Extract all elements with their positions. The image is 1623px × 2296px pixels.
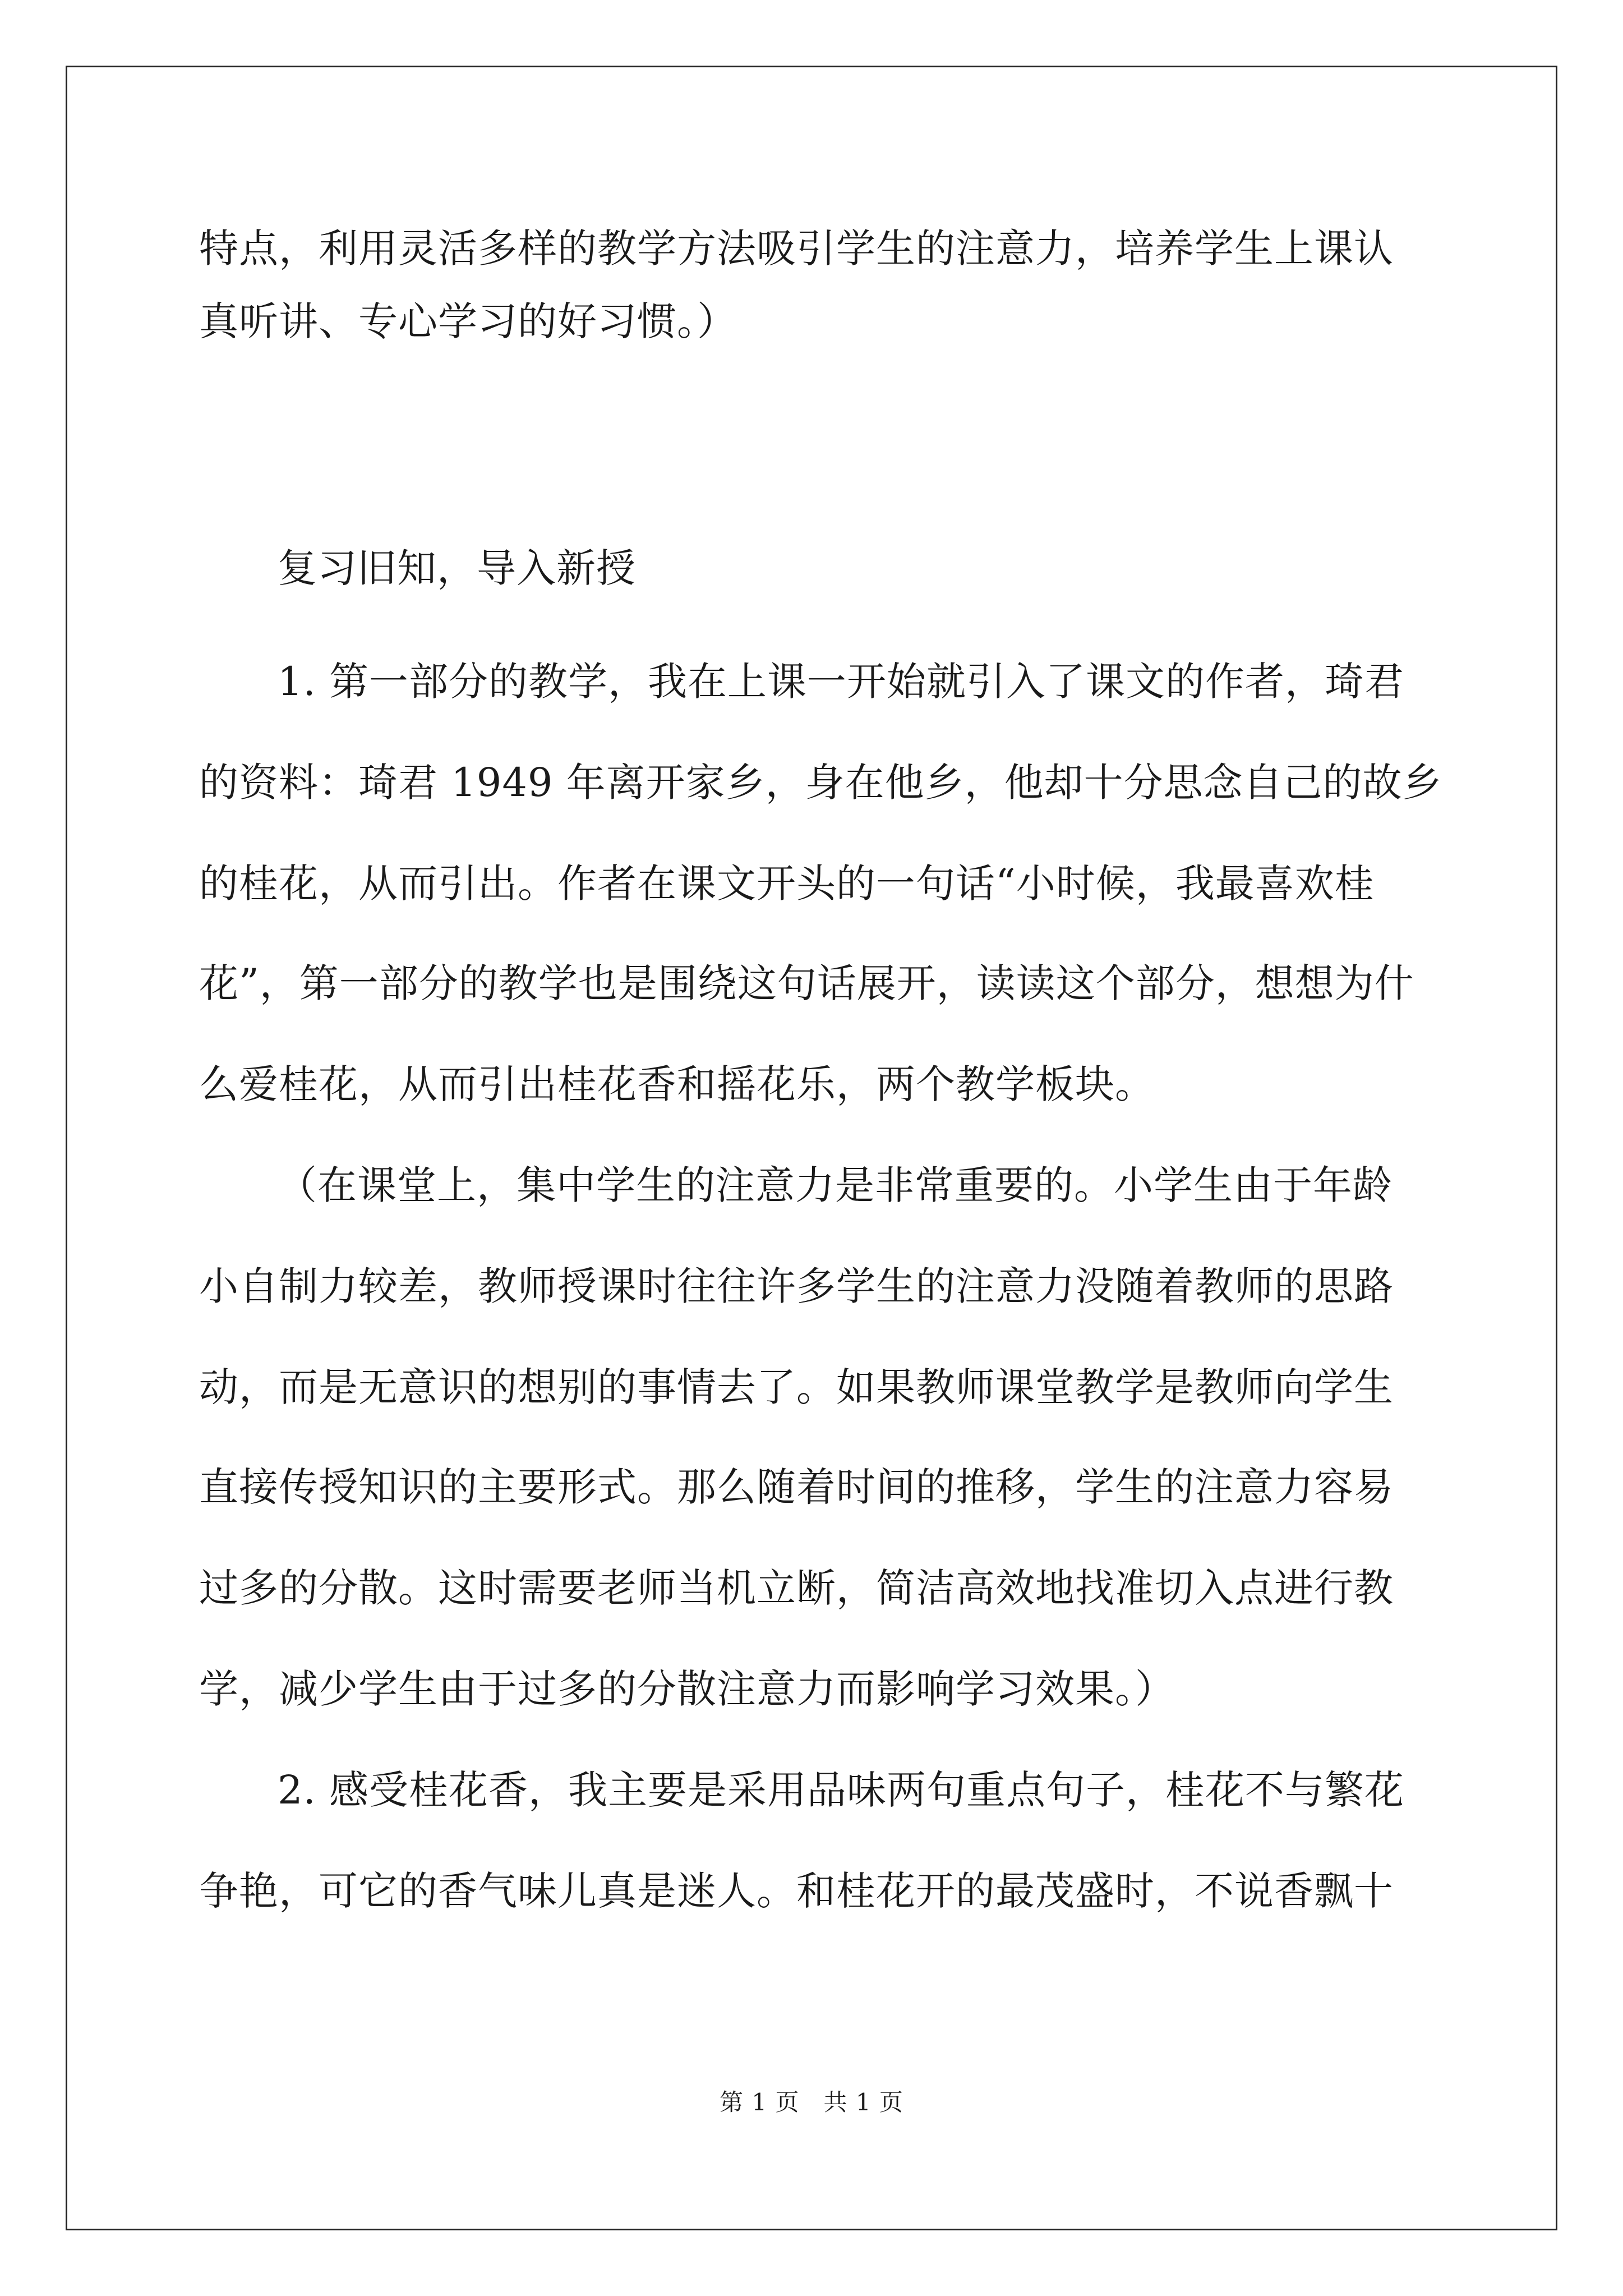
text-line: 特点，利用灵活多样的教学方法吸引学生的注意力，培养学生上课认 [199,226,1394,272]
text-line: 真听讲、专心学习的好习惯。） [199,298,737,344]
page-number-footer: 第 1 页 共 1 页 [720,2088,903,2116]
text-line: 动，而是无意识的想别的事情去了。如果教师课堂教学是教师向学生 [199,1364,1394,1410]
text-line: 小自制力较差，教师授课时往往许多学生的注意力没随着教师的思路 [199,1263,1394,1309]
text-line: 花”，第一部分的教学也是围绕这句话展开，读读这个部分，想想为什 [199,960,1414,1006]
text-line: 的资料：琦君 1949 年离开家乡，身在他乡，他却十分思念自己的故乡 [199,760,1442,806]
text-line: 学，减少学生由于过多的分散注意力而影响学习效果。） [199,1666,1175,1712]
text-line: 争艳，可它的香气味儿真是迷人。和桂花开的最茂盛时，不说香飘十 [199,1868,1394,1914]
text-line: （在课堂上，集中学生的注意力是非常重要的。小学生由于年龄 [278,1162,1393,1208]
text-line: 的桂花，从而引出。作者在课文开头的一句话“小时候，我最喜欢桂 [199,861,1375,907]
text-line: 2. 感受桂花香，我主要是采用品味两句重点句子，桂花不与繁花 [278,1767,1405,1813]
text-line: 直接传授知识的主要形式。那么随着时间的推移，学生的注意力容易 [199,1464,1394,1510]
text-line: 过多的分散。这时需要老师当机立断，简洁高效地找准切入点进行教 [199,1565,1394,1611]
text-line: 1. 第一部分的教学，我在上课一开始就引入了课文的作者，琦君 [278,659,1405,705]
section-heading: 复习旧知，导入新授 [278,545,636,591]
text-line: 么爱桂花，从而引出桂花香和摇花乐，两个教学板块。 [199,1061,1155,1107]
